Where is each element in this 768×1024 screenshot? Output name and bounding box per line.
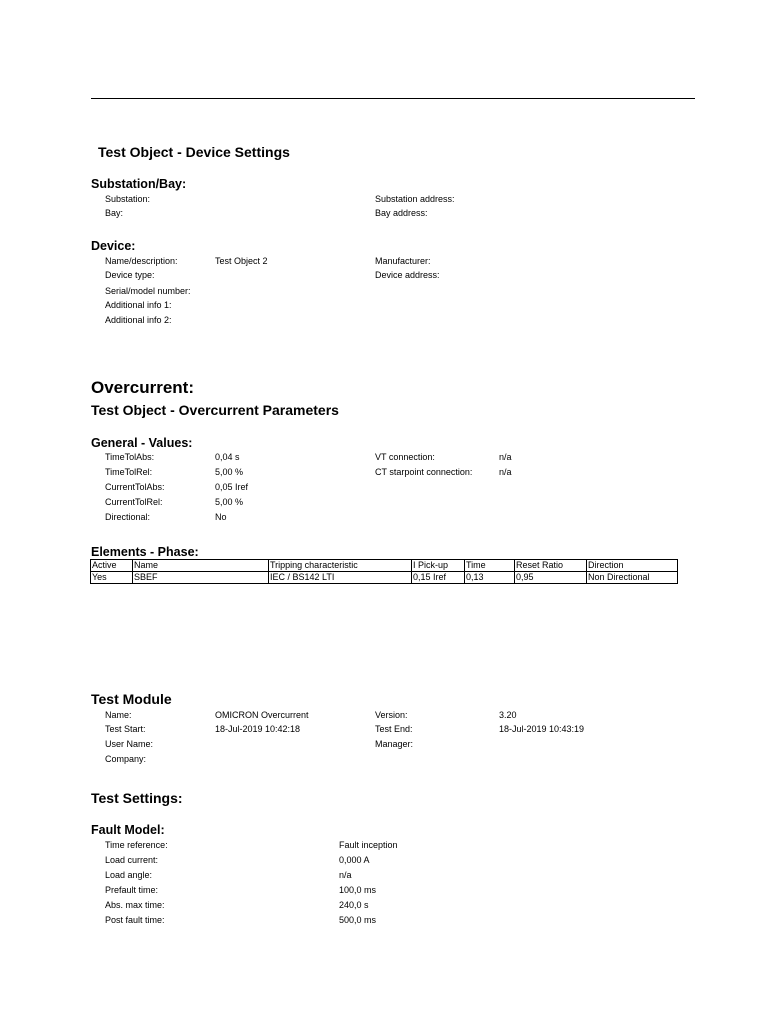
company-label: Company: bbox=[105, 754, 147, 764]
test-start-label: Test Start: bbox=[105, 724, 146, 734]
serial-model-label: Serial/model number: bbox=[105, 286, 191, 296]
general-label: CurrentTolRel: bbox=[105, 497, 163, 507]
general-label: TimeTolAbs: bbox=[105, 452, 155, 462]
device-settings-title: Test Object - Device Settings bbox=[98, 144, 290, 160]
fault-model-value: 240,0 s bbox=[339, 900, 369, 910]
table-header-row bbox=[91, 560, 678, 572]
elements-phase-heading: Elements - Phase: bbox=[91, 545, 199, 559]
substation-heading: Substation/Bay: bbox=[91, 177, 187, 191]
module-name-label: Name: bbox=[105, 710, 132, 720]
table-cell: SBEF bbox=[133, 572, 269, 584]
fault-model-label: Load current: bbox=[105, 855, 159, 865]
column-header: Direction bbox=[587, 560, 678, 572]
column-header: Reset Ratio bbox=[515, 560, 587, 572]
name-description-label: Name/description: bbox=[105, 256, 178, 266]
fault-model-value: n/a bbox=[339, 870, 352, 880]
fault-model-value: Fault inception bbox=[339, 840, 398, 850]
name-description-value: Test Object 2 bbox=[215, 256, 268, 266]
overcurrent-parameters-title: Test Object - Overcurrent Parameters bbox=[91, 402, 339, 418]
ct-starpoint-value: n/a bbox=[499, 467, 512, 477]
user-name-label: User Name: bbox=[105, 739, 154, 749]
device-type-label: Device type: bbox=[105, 270, 155, 280]
test-end-label: Test End: bbox=[375, 724, 413, 734]
fault-model-value: 500,0 ms bbox=[339, 915, 377, 925]
test-settings-heading: Test Settings: bbox=[91, 790, 183, 806]
general-value: No bbox=[215, 512, 227, 522]
fault-model-value: 0,000 A bbox=[339, 855, 370, 865]
general-label: CurrentTolAbs: bbox=[105, 482, 165, 492]
header-rule bbox=[91, 98, 695, 99]
column-header: Time bbox=[465, 560, 515, 572]
device-address-label: Device address: bbox=[375, 270, 440, 280]
test-start-value: 18-Jul-2019 10:42:18 bbox=[215, 724, 301, 734]
fault-model-label: Abs. max time: bbox=[105, 900, 165, 910]
manager-label: Manager: bbox=[375, 739, 414, 749]
bay-label: Bay: bbox=[105, 208, 124, 218]
version-value: 3.20 bbox=[499, 710, 517, 720]
table-cell: 0,15 Iref bbox=[412, 572, 465, 584]
table-cell: Yes bbox=[91, 572, 133, 584]
fault-model-label: Time reference: bbox=[105, 840, 168, 850]
general-values-heading: General - Values: bbox=[91, 436, 193, 450]
overcurrent-heading: Overcurrent: bbox=[91, 378, 194, 397]
general-value: 0,04 s bbox=[215, 452, 240, 462]
substation-label: Substation: bbox=[105, 194, 151, 204]
column-header: Name bbox=[133, 560, 269, 572]
fault-model-label: Post fault time: bbox=[105, 915, 165, 925]
substation-address-label: Substation address: bbox=[375, 194, 455, 204]
general-label: Directional: bbox=[105, 512, 151, 522]
vt-connection-value: n/a bbox=[499, 452, 512, 462]
elements-table bbox=[90, 559, 678, 584]
fault-model-value: 100,0 ms bbox=[339, 885, 377, 895]
fault-model-label: Load angle: bbox=[105, 870, 153, 880]
fault-model-heading: Fault Model: bbox=[91, 823, 165, 837]
manufacturer-label: Manufacturer: bbox=[375, 256, 431, 266]
column-header: Active bbox=[91, 560, 133, 572]
table-cell: IEC / BS142 LTI bbox=[269, 572, 412, 584]
test-end-value: 18-Jul-2019 10:43:19 bbox=[499, 724, 585, 734]
device-heading: Device: bbox=[91, 239, 136, 253]
table-row bbox=[91, 572, 678, 584]
general-label: TimeTolRel: bbox=[105, 467, 153, 477]
additional-info-2-label: Additional info 2: bbox=[105, 315, 172, 325]
general-value: 0,05 Iref bbox=[215, 482, 249, 492]
additional-info-1-label: Additional info 1: bbox=[105, 300, 172, 310]
bay-address-label: Bay address: bbox=[375, 208, 428, 218]
ct-starpoint-label: CT starpoint connection: bbox=[375, 467, 473, 477]
module-name-value: OMICRON Overcurrent bbox=[215, 710, 309, 720]
vt-connection-label: VT connection: bbox=[375, 452, 435, 462]
general-value: 5,00 % bbox=[215, 497, 244, 507]
general-value: 5,00 % bbox=[215, 467, 244, 477]
table-cell: Non Directional bbox=[587, 572, 678, 584]
column-header: I Pick-up bbox=[412, 560, 465, 572]
test-module-heading: Test Module bbox=[91, 691, 172, 707]
version-label: Version: bbox=[375, 710, 408, 720]
table-cell: 0,13 bbox=[465, 572, 515, 584]
column-header: Tripping characteristic bbox=[269, 560, 412, 572]
fault-model-label: Prefault time: bbox=[105, 885, 159, 895]
table-cell: 0,95 bbox=[515, 572, 587, 584]
